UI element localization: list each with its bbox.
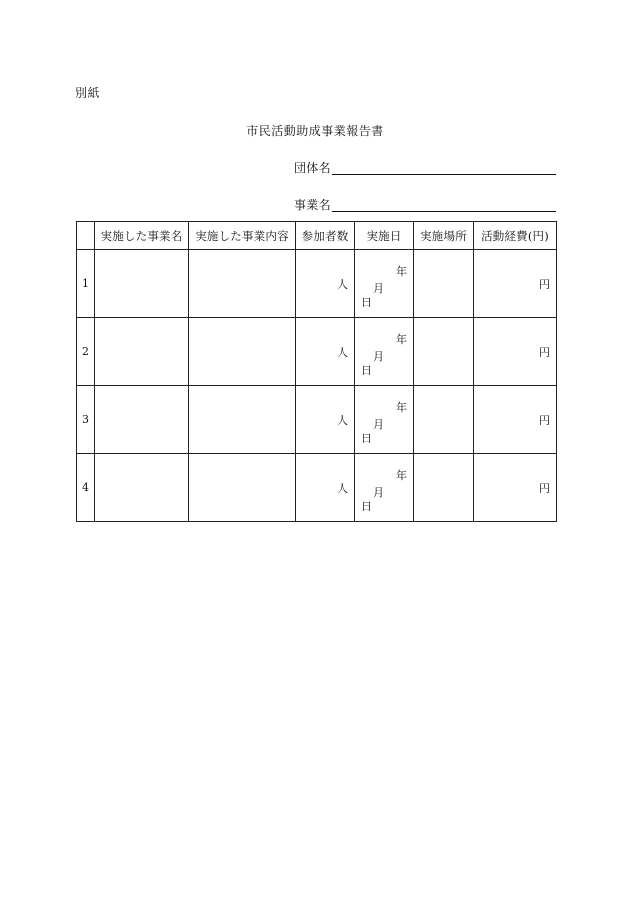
expense-unit: 円	[539, 277, 550, 291]
participants-unit: 人	[337, 277, 348, 291]
expense-unit: 円	[539, 481, 550, 495]
expense-cell[interactable]	[474, 318, 557, 386]
date-cell[interactable]	[355, 250, 414, 318]
project-content-cell[interactable]	[189, 386, 296, 454]
date-month-label: 月	[373, 282, 384, 295]
activity-report-table	[76, 221, 557, 522]
header-participants: 参加者数	[296, 222, 355, 250]
header-expense: 活動経費(円)	[474, 222, 557, 250]
group-name-input-line[interactable]	[332, 160, 556, 175]
date-year-label: 年	[396, 333, 407, 346]
project-content-cell[interactable]	[189, 250, 296, 318]
place-cell[interactable]	[414, 386, 474, 454]
date-cell[interactable]	[355, 454, 414, 522]
table-header-row	[77, 222, 557, 250]
group-name-label: 団体名	[294, 161, 331, 175]
project-name-label: 事業名	[294, 198, 331, 212]
date-year-label: 年	[396, 401, 407, 414]
page-title: 市民活動助成事業報告書	[246, 124, 384, 138]
annex-label: 別紙	[75, 86, 101, 100]
header-date: 実施日	[355, 222, 414, 250]
project-name-cell[interactable]	[95, 250, 189, 318]
place-cell[interactable]	[414, 250, 474, 318]
date-month-label: 月	[373, 486, 384, 499]
expense-cell[interactable]	[474, 250, 557, 318]
project-name-field[interactable]	[294, 196, 556, 212]
table-row	[77, 250, 557, 318]
participants-cell[interactable]	[296, 250, 355, 318]
place-cell[interactable]	[414, 454, 474, 522]
participants-unit: 人	[337, 345, 348, 359]
project-name-cell[interactable]	[95, 454, 189, 522]
date-cell[interactable]	[355, 318, 414, 386]
table-row	[77, 386, 557, 454]
expense-cell[interactable]	[474, 386, 557, 454]
expense-unit: 円	[539, 345, 550, 359]
header-project-name: 実施した事業名	[95, 222, 189, 250]
date-day-label: 日	[361, 500, 372, 513]
project-name-cell[interactable]	[95, 318, 189, 386]
expense-unit: 円	[539, 413, 550, 427]
date-day-label: 日	[361, 364, 372, 377]
date-month-label: 月	[373, 418, 384, 431]
project-content-cell[interactable]	[189, 318, 296, 386]
header-no	[77, 222, 95, 250]
participants-unit: 人	[337, 481, 348, 495]
date-day-label: 日	[361, 432, 372, 445]
date-cell[interactable]	[355, 386, 414, 454]
participants-cell[interactable]	[296, 386, 355, 454]
participants-cell[interactable]	[296, 454, 355, 522]
header-project-content: 実施した事業内容	[189, 222, 296, 250]
row-number: 4	[77, 454, 95, 522]
row-number: 1	[77, 250, 95, 318]
expense-cell[interactable]	[474, 454, 557, 522]
date-year-label: 年	[396, 265, 407, 278]
table-row	[77, 318, 557, 386]
project-content-cell[interactable]	[189, 454, 296, 522]
participants-unit: 人	[337, 413, 348, 427]
project-name-cell[interactable]	[95, 386, 189, 454]
project-name-input-line[interactable]	[332, 197, 556, 212]
row-number: 2	[77, 318, 95, 386]
group-name-field[interactable]	[294, 159, 556, 175]
date-month-label: 月	[373, 350, 384, 363]
date-year-label: 年	[396, 469, 407, 482]
table-row	[77, 454, 557, 522]
row-number: 3	[77, 386, 95, 454]
header-place: 実施場所	[414, 222, 474, 250]
place-cell[interactable]	[414, 318, 474, 386]
date-day-label: 日	[361, 296, 372, 309]
participants-cell[interactable]	[296, 318, 355, 386]
